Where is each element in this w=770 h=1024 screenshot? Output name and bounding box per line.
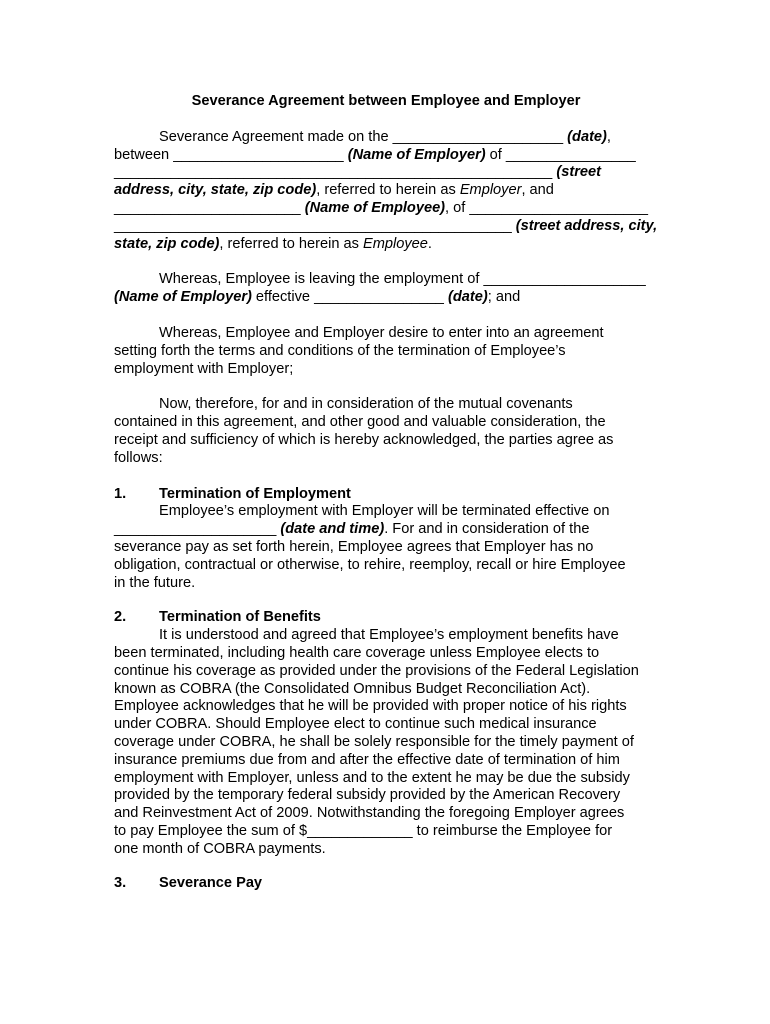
document-title: Severance Agreement between Employee and Employer [191,93,581,109]
intro-text: , of [445,199,470,216]
employer-term: Employer [459,182,522,199]
intro-text: , referred to herein as [219,235,364,252]
section-text: . For and in consideration of the [384,521,590,538]
employee-term: Employee [363,235,428,252]
intro-line-3 [114,164,658,182]
employee-name-blank: _______________________ [114,199,301,216]
address-label: address, city, state, zip code) [114,182,317,199]
intro-text: , referred to herein as [316,182,460,199]
whereas2-line-1: Whereas, Employee and Employer desire to enter into an agreement [159,324,604,341]
employer-name-blank: _____________________ [173,146,344,163]
employee-address-blank: _________________________________________________ [114,217,512,234]
whereas-paragraph-1 [114,271,658,307]
state-zip-label: state, zip code) [114,235,220,252]
intro-line-4 [114,182,658,200]
section-termination-of-employment [114,486,658,593]
section-termination-of-benefits [114,609,658,858]
intro-line-6 [114,218,658,236]
date-label: (date) [567,128,607,145]
intro-paragraph [114,129,658,254]
s2-line: to pay Employee the sum of $_____________ to reimburse the Employee for [114,822,613,839]
s2-line: and Reinvestment Act of 2009. Notwithstanding the foregoing Employer agrees [114,805,625,822]
now-line-1: Now, therefore, for and in consideration of the mutual covenants [159,396,573,413]
date-time-label: (date and time) [280,521,385,538]
section-heading [114,486,658,504]
s2-line: provided by the temporary federal subsidy provided by the American Recovery [114,787,621,804]
intro-text: of [485,146,506,163]
section-severance-pay [114,875,658,893]
whereas1-line-1 [114,271,658,289]
intro-text: , and [521,182,554,199]
s2-line: been terminated, including health care coverage unless Employee elects to [114,644,600,661]
employee-name-label: (Name of Employee) [304,199,446,216]
whereas2-line-2: setting forth the terms and conditions of the termination of Employee’s [114,342,566,359]
section-title: Termination of Benefits [159,609,321,626]
whereas1-line-2 [114,289,658,307]
whereas-text: ; and [487,289,521,306]
section-heading [114,875,658,893]
punct: , [606,128,611,145]
section-number: 3. [114,875,127,892]
employer-name-label: (Name of Employer) [347,146,486,163]
s2-line: one month of COBRA payments. [114,840,326,857]
now-line-3: receipt and sufficiency of which is hereby acknowledged, the parties agree as [114,431,614,448]
s2-line: employment with Employer, unless and to the extent he may be due the subsidy [114,769,630,786]
date-blank: ________________ [314,289,444,306]
intro-text: Severance Agreement made on the [159,128,393,145]
section-title: Severance Pay [159,875,263,892]
s1-line-5: in the future. [114,574,196,591]
now-line-2: contained in this agreement, and other good and valuable consideration, the [114,414,606,431]
intro-line-5 [114,200,658,218]
whereas2-line-3: employment with Employer; [114,360,294,377]
whereas-text: effective [251,289,315,306]
intro-line-2 [114,147,658,165]
intro-line-1 [114,129,658,147]
section-title: Termination of Employment [159,485,351,502]
s2-line: under COBRA. Should Employee elect to continue such medical insurance [114,716,597,733]
whereas-paragraph-2 [114,325,658,378]
street-label: (street [556,164,601,181]
s1-line-2 [114,521,658,539]
section-number: 1. [114,485,127,502]
section-heading [114,609,658,627]
s2-line: coverage under COBRA, he shall be solely responsible for the timely payment of [114,733,634,750]
intro-line-7 [114,236,658,254]
s1-line-1: Employee’s employment with Employer will be terminated effective on [159,503,610,520]
employee-address-blank: ______________________ [469,199,648,216]
now-therefore-paragraph [114,396,658,467]
employer-name-label: (Name of Employer) [114,289,252,306]
street-address-label: (street address, city, [515,217,658,234]
s2-line: continue his coverage as provided under the provisions of the Federal Legislation [114,662,639,679]
date-time-blank: ____________________ [114,521,277,538]
section-number: 2. [114,609,127,626]
punct: . [427,235,432,252]
employer-name-blank: ____________________ [483,271,646,288]
date-blank: _____________________ [392,128,564,145]
employer-address-blank: ________________ [505,146,636,163]
employer-address-blank: ______________________________________________________ [114,164,553,181]
s2-line: It is understood and agreed that Employee’s employment benefits have [159,627,619,644]
s2-line: known as COBRA (the Consolidated Omnibus Budget Reconciliation Act). [114,680,591,697]
s2-line: Employee acknowledges that he will be provided with proper notice of his rights [114,698,627,715]
intro-text: between [114,146,174,163]
s1-line-3: severance pay as set forth herein, Employee agrees that Employer has no [114,538,594,555]
whereas-text: Whereas, Employee is leaving the employment of [159,271,484,288]
date-label: (date) [448,289,488,306]
s1-line-4: obligation, contractual or otherwise, to rehire, reemploy, recall or hire Employee [114,556,626,573]
now-line-4: follows: [114,449,163,466]
s2-line: insurance premiums due from and after the effective date of termination of him [114,751,620,768]
